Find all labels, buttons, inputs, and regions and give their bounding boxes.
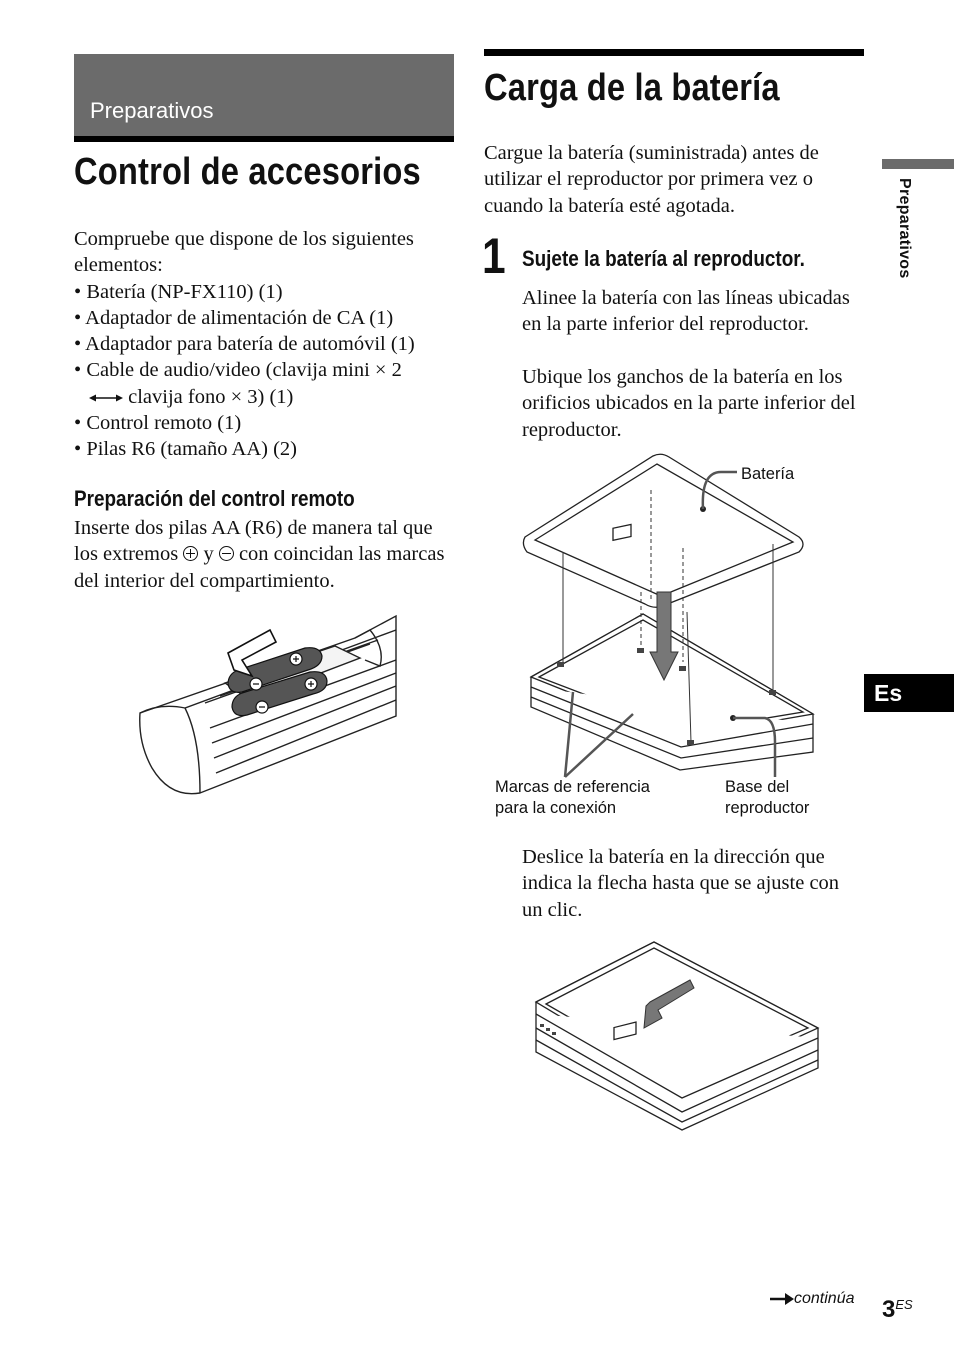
list-item: • Adaptador para batería de automóvil (1) [74, 331, 454, 357]
list-item-continuation: clavija fono × 3) (1) [74, 384, 454, 410]
section-banner [74, 54, 454, 136]
language-tab: Es [864, 674, 954, 712]
list-item: • Adaptador de alimentación de CA (1) [74, 305, 454, 331]
side-tab-marker [882, 159, 954, 169]
remote-battery-illustration [130, 608, 402, 808]
label-reference-marks: Marcas de referencia para la conexión [495, 778, 650, 817]
side-section-label: Preparativos [896, 178, 913, 279]
charge-intro: Cargue la batería (suministrada) antes de utilizar el reproductor por primera vez o cuando la batería esté agotada. [484, 142, 819, 217]
step-number: 1 [482, 228, 506, 284]
plus-terminal-icon [183, 546, 198, 561]
remote-prep-text: Inserte dos pilas AA (R6) de manera tal que los extremos y con coincidan las marcas del interior del compartimiento. [74, 517, 445, 592]
battery-attach-illustration [525, 452, 825, 772]
step-text-1: Alinee la batería con las líneas ubicadas en la parte inferior del reproductor. [522, 287, 850, 336]
step-text-2: Ubique los ganchos de la batería en los orificios ubicados en la parte inferior del reproductor. [522, 366, 856, 441]
step-title: Sujete la batería al reproductor. [522, 246, 805, 271]
accessories-block [74, 226, 454, 463]
double-arrow-icon [89, 393, 123, 403]
continues-indicator: continúa [770, 1290, 855, 1308]
list-item: • Batería (NP-FX110) (1) [74, 279, 454, 305]
section-rule [74, 136, 454, 142]
label-player-base: Base del reproductor [725, 778, 810, 817]
minus-terminal-icon [219, 546, 234, 561]
step-text-3: Deslice la batería en la dirección que indica la flecha hasta que se ajuste con un clic. [522, 846, 840, 921]
title-rule-right [484, 49, 864, 56]
page-title-left: Control de accesorios [74, 151, 421, 193]
accessories-list [74, 279, 454, 384]
list-item: • Control remoto (1) [74, 410, 454, 436]
accessories-list-rest [74, 410, 454, 463]
page-title-right: Carga de la batería [484, 67, 780, 109]
list-item: • Cable de audio/video (clavija mini × 2 [74, 357, 454, 383]
accessories-intro: Compruebe que dispone de los siguientes elementos: [74, 228, 414, 277]
label-battery: Batería [741, 465, 795, 483]
remote-prep-heading: Preparación del control remoto [74, 486, 355, 511]
section-banner-label: Preparativos [90, 98, 214, 123]
right-arrow-icon [770, 1293, 794, 1305]
page-number: $3^{ES}$ [882, 1296, 913, 1323]
list-item: • Pilas R6 (tamaño AA) (2) [74, 436, 454, 462]
battery-slide-illustration [532, 940, 822, 1130]
